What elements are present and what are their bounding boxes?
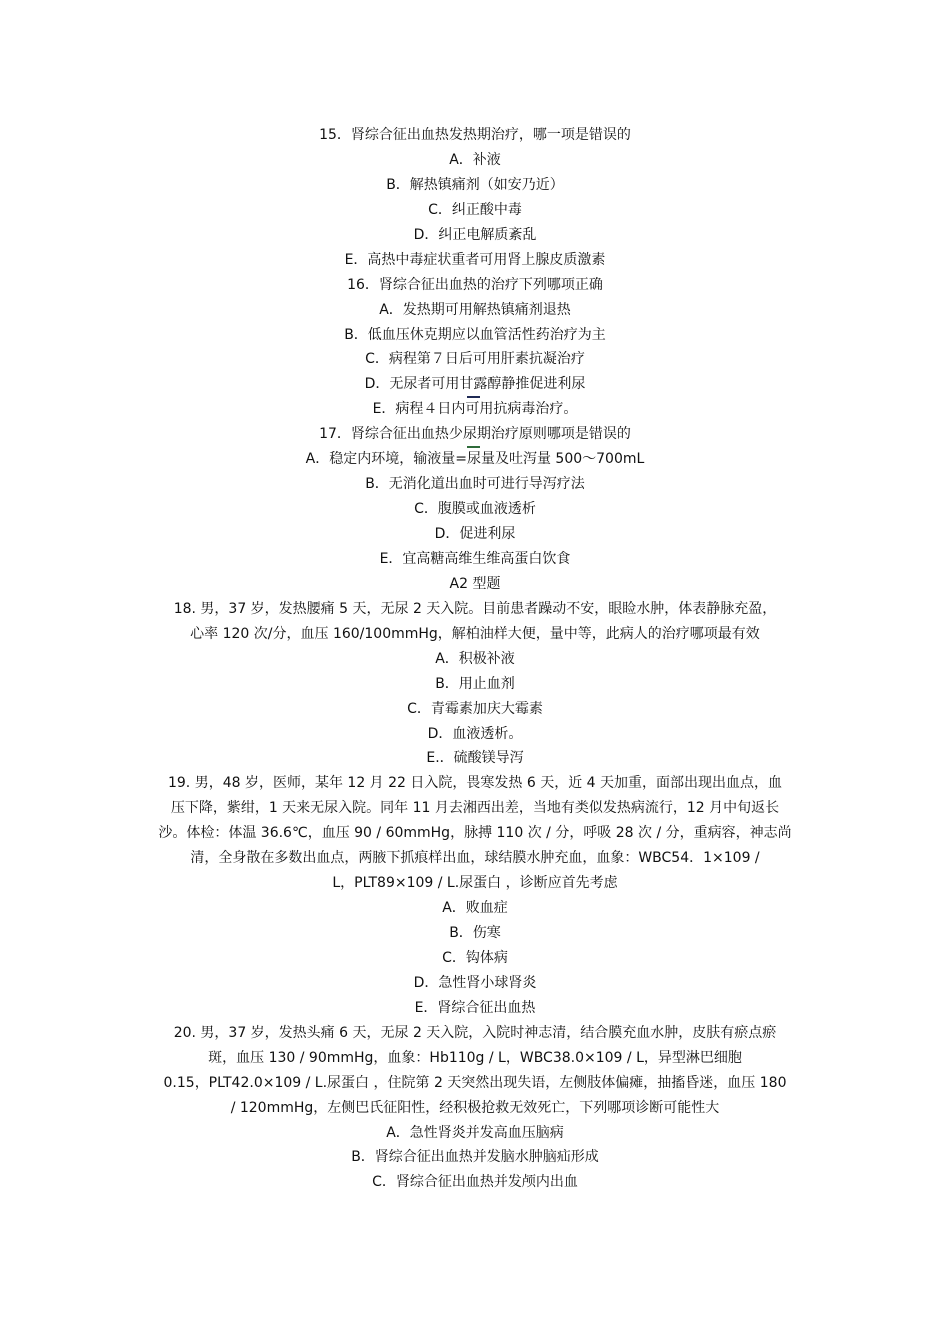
edit-mark-1 [467,396,480,398]
question-15-stem: 15．肾综合征出血热发热期治疗，哪一项是错误的 [319,127,631,143]
option-17-e: E．宜高糖高维生维高蛋白饮食 [379,550,571,567]
question-19-stem-line-1: 19. 男，48 岁，医师，某年 12 月 22 日入院，畏寒发热 6 天，近 4 天加重，面部出现出血点，血 [167,775,783,792]
option-15-d: D．纠正电解质紊乱 [413,226,537,243]
option-20-c: C．肾综合征出血热并发颅内出血 [372,1174,578,1191]
option-17-a-text: A．稳定内环境，输液量=尿量及吐泻量 500～700mL [305,451,645,468]
option-16-e-text: E．病程４日内可用抗病毒治疗。 [372,401,578,418]
question-18-stem-line-1: 18. 男，37 岁，发热腰痛 5 天，无尿 2 天入院。目前患者躁动不安，眼睑水肿，体表静脉充盈， [173,600,777,617]
option-20-b: B．肾综合征出血热并发脑水肿脑疝形成 [351,1149,599,1166]
question-19-stem-line-3: 沙。体检：体温 36.6℃，血压 90 / 60mmHg，脉搏 110 次 / 分，呼吸 28 次 / 分，重病容，神志尚 [158,825,792,842]
option-16-e [0,397,950,422]
question-block-15-17 [0,123,950,572]
question-19-stem-line-5: L，PLT89×109 / L.尿蛋白 ，诊断应首先考虑 [332,875,618,892]
question-18 [0,597,950,772]
option-18-c: C．青霉素加庆大霉素 [407,700,543,717]
option-18-e: E.．硫酸镁导泻 [426,750,524,767]
question-20-stem-line-4: / 120mmHg，左侧巴氏征阳性，经积极抢救无效死亡，下列哪项诊断可能性大 [230,1099,720,1116]
option-19-b: B．伤寒 [449,925,501,941]
option-15-b: B．解热镇痛剂（如安乃近） [386,176,564,193]
question-20 [0,1021,950,1196]
option-16-a: A．发热期可用解热镇痛剂退热 [379,301,571,318]
option-19-e: E．肾综合征出血热 [414,999,536,1016]
option-15-a: A．补液 [449,151,501,168]
question-19 [0,771,950,1020]
option-15-c: C．纠正酸中毒 [428,201,522,218]
option-20-a: A．急性肾炎并发高血压脑病 [386,1124,564,1141]
question-16-stem: 16．肾综合征出血热的治疗下列哪项正确 [347,276,603,293]
question-20-stem-line-3: 0.15，PLT42.0×109 / L.尿蛋白 ，住院第 2 天突然出现失语，左侧肢体偏瘫，抽搐昏迷，血压 180 [163,1074,787,1091]
option-16-b: B．低血压休克期应以血管活性药治疗为主 [344,326,606,343]
option-19-c: C．钩体病 [442,949,508,966]
option-19-d: D．急性肾小球肾炎 [413,974,537,991]
question-18-stem-line-2: 心率 120 次/分，血压 160/100mmHg，解柏油样大便，量中等，此病人的治疗哪项最有效 [190,625,760,642]
section-title-a2: A2 型题 [449,575,501,592]
option-16-d: D．无尿者可用甘露醇静推促进利尿 [364,376,586,393]
option-19-a: A．败血症 [442,900,508,917]
question-19-stem-line-2: 压下降，紫绀，1 天来无尿入院。同年 11 月去湘西出差，当地有类似发热病流行，12 月中旬返长 [170,800,780,817]
option-15-e: E．高热中毒症状重者可用肾上腺皮质激素 [344,251,606,268]
option-18-a: A．积极补液 [435,650,515,667]
option-18-b: B．用止血剂 [435,675,515,692]
edit-mark-2 [467,446,480,448]
question-17-stem: 17．肾综合征出血热少尿期治疗原则哪项是错误的 [319,426,631,443]
question-19-stem-line-4: 清，全身散在多数出血点，两腋下抓痕样出血，球结膜水肿充血，血象：WBC54．1×109 / [190,850,760,867]
option-16-c: C．病程第７日后可用肝素抗凝治疗 [365,351,585,368]
document-body [0,123,950,1195]
question-20-stem-line-1: 20. 男，37 岁，发热头痛 6 天，无尿 2 天入院，入院时神志清，结合膜充血水肿，皮肤有瘀点瘀 [173,1024,777,1041]
option-17-d: D．促进利尿 [434,526,516,542]
option-18-d: D．血液透析。 [427,725,523,742]
option-17-b: B．无消化道出血时可进行导泻疗法 [365,476,585,493]
option-17-c: C．腹膜或血液透析 [414,501,536,518]
question-20-stem-line-2: 斑，血压 130 / 90mmHg，血象：Hb110g / L，WBC38.0×109 / L，异型淋巴细胞 [208,1049,742,1066]
option-17-a [0,447,950,472]
